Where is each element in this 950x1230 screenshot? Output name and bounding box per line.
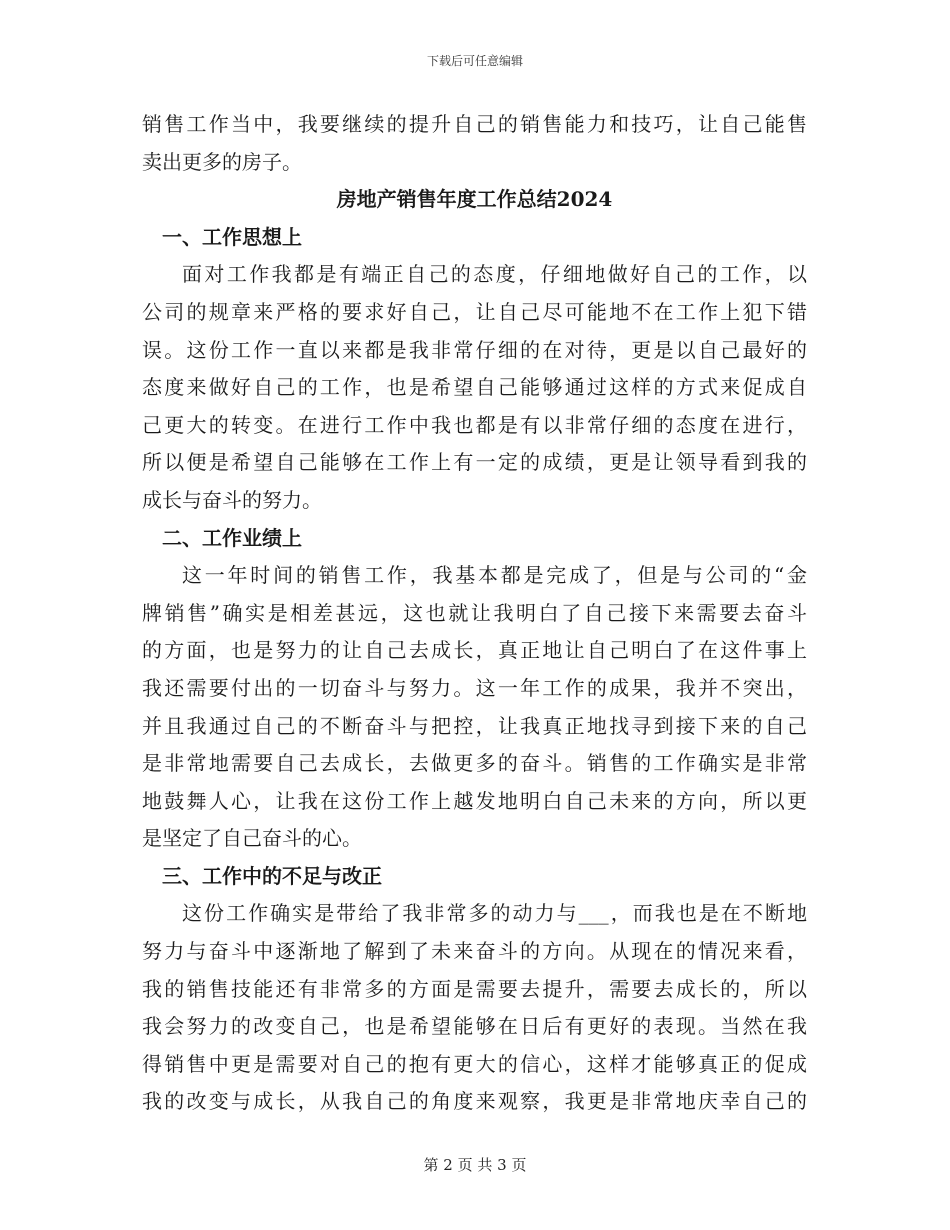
text-line: 是坚定了自己奋斗的心。 [142,826,362,851]
page-footer: 第 2 页 共 3 页 [423,1156,527,1174]
page-header: 下载后可任意编辑 [426,54,523,68]
text-line: 我的销售技能还有非常多的方面是需要去提升，需要去成长的，所以 [142,976,807,1001]
document-body [142,106,807,1121]
text-line: 这一年时间的销售工作，我基本都是完成了，但是与公司的“金 [182,563,807,588]
text-line: 我还需要付出的一切奋斗与努力。这一年工作的成果，我并不突出， [142,675,807,700]
text-line: 态度来做好自己的工作，也是希望自己能够通过这样的方式来促成自 [142,375,807,400]
section-3-paragraph [142,895,807,1121]
section-2-paragraph [142,557,807,858]
document-title: 房地产销售年度工作总结2024 [336,187,613,212]
text-line: 己更大的转变。在进行工作中我也都是有以非常仔细的态度在进行， [142,412,807,437]
text-line: 成长与奋斗的努力。 [142,487,322,512]
text-line: 地鼓舞人心，让我在这份工作上越发地明白自己未来的方向，所以更 [142,788,807,813]
section-heading-1: 一、工作思想上 [162,224,302,249]
text-line: 我会努力的改变自己，也是希望能够在日后有更好的表现。当然在我 [142,1014,807,1039]
section-heading-3: 三、工作中的不足与改正 [162,863,382,888]
text-line: 这份工作确实是带给了我非常多的动力与___，而我也是在不断地 [182,901,807,926]
text-line: 得销售中更是需要对自己的抱有更大的信心，这样才能够真正的促成 [142,1051,807,1076]
text-line: 误。这份工作一直以来都是我非常仔细的在对待，更是以自己最好的 [142,337,807,362]
text-line: 公司的规章来严格的要求好自己，让自己尽可能地不在工作上犯下错 [142,299,807,324]
intro-paragraph [142,106,807,181]
text-line: 的方面，也是努力的让自己去成长，真正地让自己明白了在这件事上 [142,638,807,663]
text-line: 所以便是希望自己能够在工作上有一定的成绩，更是让领导看到我的 [142,450,807,475]
text-line: 卖出更多的房子。 [142,149,302,174]
text-line: 销售工作当中，我要继续的提升自己的销售能力和技巧，让自己能售 [142,112,807,136]
section-1-paragraph [142,256,807,519]
text-line: 牌销售”确实是相差甚远，这也就让我明白了自己接下来需要去奋斗 [142,600,807,625]
text-line: 并且我通过自己的不断奋斗与把控，让我真正地找寻到接下来的自己 [142,713,807,738]
text-line: 努力与奋斗中逐渐地了解到了未来奋斗的方向。从现在的情况来看， [142,939,807,964]
text-line: 我的改变与成长，从我自己的角度来观察，我更是非常地庆幸自己的 [142,1089,807,1114]
section-heading-2: 二、工作业绩上 [162,525,302,550]
text-line: 是非常地需要自己去成长，去做更多的奋斗。销售的工作确实是非常 [142,751,807,776]
text-line: 面对工作我都是有端正自己的态度，仔细地做好自己的工作，以 [182,262,807,287]
